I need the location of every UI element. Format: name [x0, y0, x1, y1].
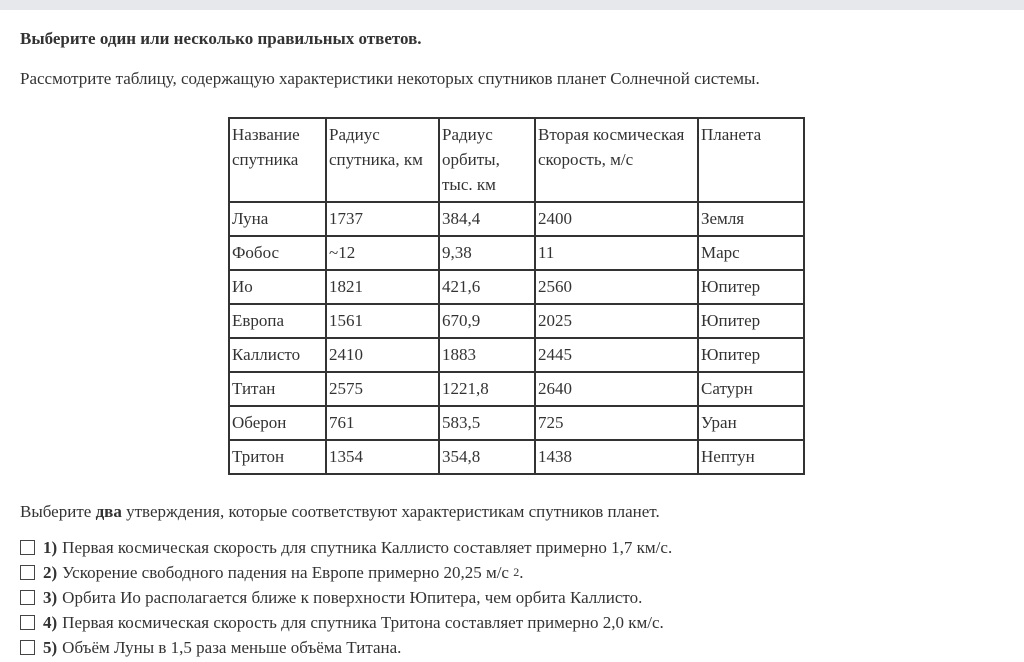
table-cell: Оберон: [229, 406, 326, 440]
option-4-checkbox[interactable]: [20, 615, 35, 630]
task-intro: Рассмотрите таблицу, содержащую характеристики некоторых спутников планет Солнечной системы.: [20, 69, 760, 88]
table-cell: Титан: [229, 372, 326, 406]
option-number: 1): [43, 537, 58, 557]
table-cell: Юпитер: [698, 270, 804, 304]
table-cell: Тритон: [229, 440, 326, 474]
table-cell: 1354: [326, 440, 439, 474]
table-cell: Юпитер: [698, 304, 804, 338]
table-cell: Сатурн: [698, 372, 804, 406]
question-text-after: утверждения, которые соответствуют характеристикам спутников планет.: [121, 502, 660, 521]
table-row: [229, 372, 804, 406]
option-5-checkbox[interactable]: [20, 640, 35, 655]
option-text: Первая космическая скорость для спутника Каллисто составляет примерно 1,7 км/с.: [62, 537, 673, 557]
table-cell: 1561: [326, 304, 439, 338]
option-text: Первая космическая скорость для спутника Тритона составляет примерно 2,0 км/с.: [62, 612, 664, 632]
option-2[interactable]: [20, 560, 1004, 585]
table-cell: 11: [535, 236, 698, 270]
table-cell: Марс: [698, 236, 804, 270]
question-emphasis: два: [95, 502, 122, 521]
table-cell: 2025: [535, 304, 698, 338]
option-number: 4): [43, 612, 58, 632]
option-4[interactable]: [20, 610, 1004, 635]
table-body: [229, 202, 804, 474]
table-cell: 2445: [535, 338, 698, 372]
table-cell: 2400: [535, 202, 698, 236]
table-cell: Ио: [229, 270, 326, 304]
table-cell: 1737: [326, 202, 439, 236]
table-cell: 1221,8: [439, 372, 535, 406]
table-cell: 1883: [439, 338, 535, 372]
table-cell: 421,6: [439, 270, 535, 304]
option-number: 2): [43, 562, 58, 582]
option-text-tail: .: [519, 562, 524, 582]
table-cell: ~12: [326, 236, 439, 270]
option-5[interactable]: [20, 635, 1004, 660]
header-escape-velocity: Вторая космическая скорость, м/с: [535, 118, 698, 202]
header-planet: Планета: [698, 118, 804, 202]
option-2-checkbox[interactable]: [20, 565, 35, 580]
table-cell: 761: [326, 406, 439, 440]
question-text-before: Выберите: [20, 502, 96, 521]
question-prompt: [20, 501, 1004, 523]
table-cell: 354,8: [439, 440, 535, 474]
table-cell: Луна: [229, 202, 326, 236]
table-row: [229, 338, 804, 372]
option-number: 3): [43, 587, 58, 607]
table-row: [229, 440, 804, 474]
header-radius: Радиус спутника, км: [326, 118, 439, 202]
option-superscript: 2: [513, 565, 520, 579]
table-cell: 2410: [326, 338, 439, 372]
table-cell: 1438: [535, 440, 698, 474]
header-name: Название спутника: [229, 118, 326, 202]
option-text: Орбита Ио располагается ближе к поверхности Юпитера, чем орбита Каллисто.: [62, 587, 643, 607]
table-cell: 583,5: [439, 406, 535, 440]
table-cell: 2560: [535, 270, 698, 304]
table-cell: Европа: [229, 304, 326, 338]
table-cell: 1821: [326, 270, 439, 304]
table-row: [229, 304, 804, 338]
table-cell: Уран: [698, 406, 804, 440]
task-instruction: Выберите один или несколько правильных ответов.: [20, 29, 422, 48]
option-text: Объём Луны в 1,5 раза меньше объёма Титана.: [62, 637, 402, 657]
table-cell: Нептун: [698, 440, 804, 474]
satellites-table: [228, 117, 805, 475]
table-cell: Фобос: [229, 236, 326, 270]
option-number: 5): [43, 637, 58, 657]
option-3-checkbox[interactable]: [20, 590, 35, 605]
option-text: Ускорение свободного падения на Европе примерно 20,25 м/с: [62, 562, 509, 582]
answer-options: [20, 535, 1004, 660]
table-cell: 670,9: [439, 304, 535, 338]
option-1[interactable]: [20, 535, 1004, 560]
table-row: [229, 270, 804, 304]
table-cell: 9,38: [439, 236, 535, 270]
option-3[interactable]: [20, 585, 1004, 610]
top-bar: [0, 0, 1024, 10]
table-row: [229, 406, 804, 440]
table-cell: 2575: [326, 372, 439, 406]
table-cell: Юпитер: [698, 338, 804, 372]
table-cell: 725: [535, 406, 698, 440]
table-cell: 384,4: [439, 202, 535, 236]
task-content: [0, 28, 1024, 660]
header-orbit: Радиус орбиты, тыс. км: [439, 118, 535, 202]
table-row: [229, 236, 804, 270]
option-1-checkbox[interactable]: [20, 540, 35, 555]
table-cell: Каллисто: [229, 338, 326, 372]
table-cell: 2640: [535, 372, 698, 406]
table-header-row: [229, 118, 804, 202]
table-row: [229, 202, 804, 236]
table-cell: Земля: [698, 202, 804, 236]
